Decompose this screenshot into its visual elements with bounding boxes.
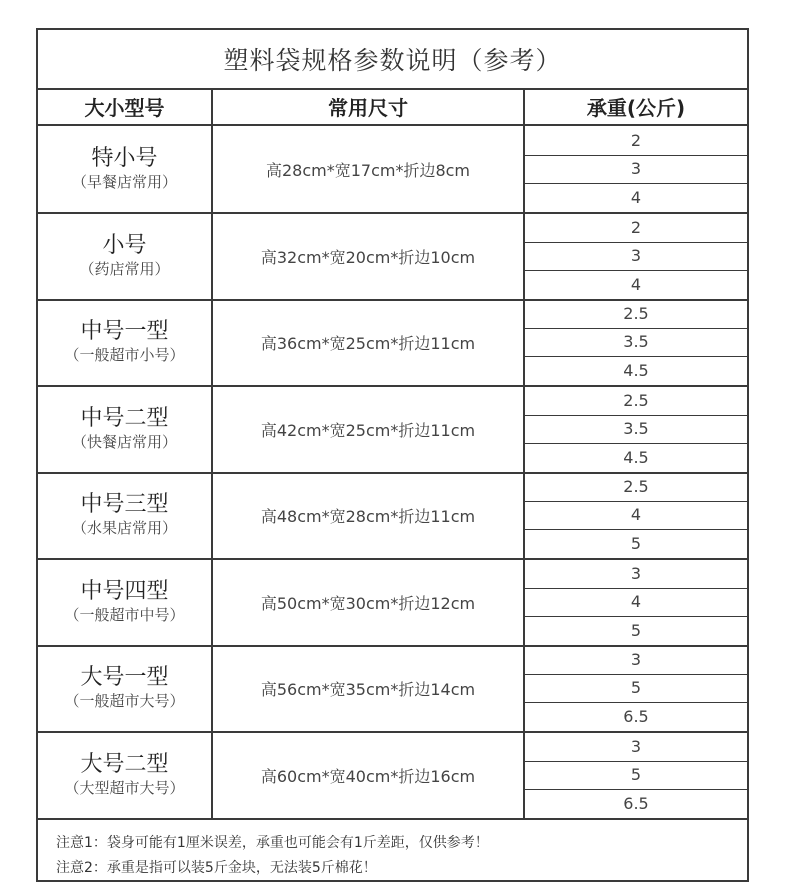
load-value: 4	[630, 275, 642, 295]
table-header-row	[38, 88, 747, 126]
size-name: 大号二型	[80, 752, 169, 777]
load-value: 5	[630, 765, 642, 785]
size-note: （早餐店常用）	[71, 173, 177, 191]
load-value: 3	[630, 563, 642, 583]
table-row	[38, 472, 747, 560]
spec-table	[36, 28, 749, 882]
column-divider	[523, 88, 525, 820]
load-value: 4	[630, 188, 642, 208]
size-note: （药店常用）	[79, 260, 170, 278]
dimension-cell: 高28cm*宽17cm*折边8cm	[265, 160, 471, 180]
size-name: 中号三型	[80, 492, 169, 517]
load-value: 6.5	[623, 707, 649, 727]
load-value: 3	[630, 649, 642, 669]
load-value: 2.5	[623, 303, 649, 323]
header-dimension: 常用尺寸	[328, 95, 408, 120]
size-cell	[38, 472, 211, 558]
load-value: 4	[630, 592, 642, 612]
note-1: 注意1：袋身可能有1厘米误差，承重也可能会有1斤差距，仅供参考！	[56, 835, 489, 851]
size-cell	[38, 732, 211, 818]
table-row	[38, 559, 747, 647]
load-value: 5	[630, 621, 642, 641]
load-value: 4.5	[623, 361, 649, 381]
size-name: 大号一型	[80, 665, 169, 690]
load-value: 3	[630, 736, 642, 756]
size-cell	[38, 299, 211, 385]
size-cell	[38, 645, 211, 731]
table-row	[38, 645, 747, 733]
table-row	[38, 299, 747, 387]
size-name: 中号二型	[80, 406, 169, 431]
dimension-cell: 高48cm*宽28cm*折边11cm	[260, 506, 476, 526]
size-name: 小号	[102, 233, 147, 258]
column-divider	[211, 88, 213, 820]
note-2: 注意2：承重是指可以装5斤金块，无法装5斤棉花！	[56, 860, 377, 876]
table-row	[38, 732, 747, 820]
size-cell	[38, 126, 211, 212]
load-value: 3	[630, 246, 642, 266]
load-value: 3.5	[623, 419, 649, 439]
size-name: 特小号	[91, 146, 158, 171]
load-value: 4.5	[623, 448, 649, 468]
size-note: （一般超市小号）	[64, 346, 185, 364]
header-size: 大小型号	[84, 95, 165, 120]
size-note: （一般超市中号）	[64, 606, 185, 624]
size-note: （一般超市大号）	[64, 692, 185, 710]
load-value: 2	[630, 217, 642, 237]
load-value: 3.5	[623, 332, 649, 352]
notes-section	[38, 820, 747, 880]
load-value: 5	[630, 678, 642, 698]
table-row	[38, 213, 747, 301]
dimension-cell: 高42cm*宽25cm*折边11cm	[260, 420, 476, 440]
dimension-cell: 高56cm*宽35cm*折边14cm	[260, 679, 476, 699]
load-value: 2.5	[623, 476, 649, 496]
size-note: （快餐店常用）	[71, 433, 177, 451]
table-row	[38, 386, 747, 474]
dimension-cell: 高32cm*宽20cm*折边10cm	[260, 247, 476, 267]
size-cell	[38, 386, 211, 472]
size-note: （大型超市大号）	[64, 779, 185, 797]
size-name: 中号四型	[80, 579, 169, 604]
load-value: 2.5	[623, 390, 649, 410]
load-value: 2	[630, 130, 642, 150]
table-row	[38, 126, 747, 214]
size-cell	[38, 213, 211, 299]
dimension-cell: 高50cm*宽30cm*折边12cm	[260, 593, 476, 613]
header-load: 承重(公斤)	[586, 95, 686, 120]
size-name: 中号一型	[80, 319, 169, 344]
load-value: 4	[630, 505, 642, 525]
dimension-cell: 高36cm*宽25cm*折边11cm	[260, 333, 476, 353]
load-value: 3	[630, 159, 642, 179]
size-cell	[38, 559, 211, 645]
load-value: 6.5	[623, 794, 649, 814]
dimension-cell: 高60cm*宽40cm*折边16cm	[260, 766, 476, 786]
page-title: 塑料袋规格参数说明（参考）	[38, 30, 747, 90]
load-value: 5	[630, 534, 642, 554]
size-note: （水果店常用）	[71, 519, 177, 537]
